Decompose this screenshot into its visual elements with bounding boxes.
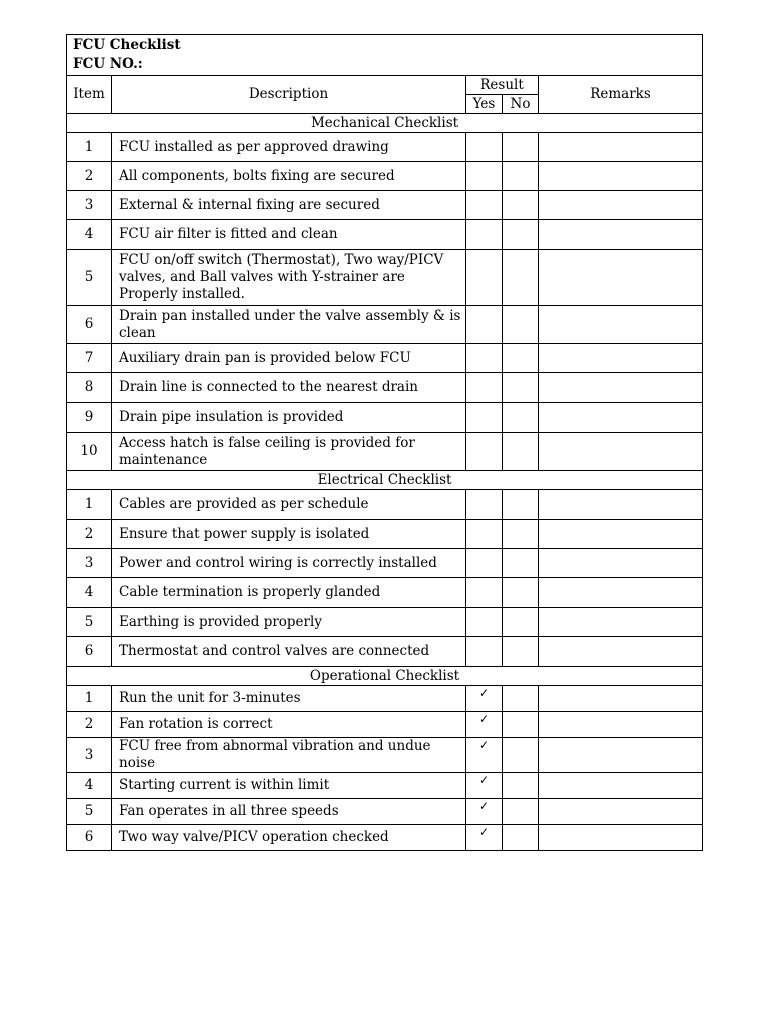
checkmark-icon: ✓ bbox=[478, 799, 490, 813]
result-yes-cell[interactable] bbox=[466, 686, 503, 712]
item-number: 4 bbox=[67, 578, 112, 608]
checklist-row bbox=[67, 373, 703, 403]
item-description: Auxiliary drain pan is provided below FCU bbox=[112, 344, 466, 373]
item-description: Fan rotation is correct bbox=[112, 712, 466, 738]
result-yes-cell[interactable] bbox=[466, 220, 503, 250]
remarks-cell[interactable] bbox=[539, 549, 703, 578]
item-number: 3 bbox=[67, 738, 112, 773]
document-title: FCU Checklist bbox=[73, 37, 181, 53]
section-header: Mechanical Checklist bbox=[67, 114, 703, 133]
result-yes-cell[interactable] bbox=[466, 306, 503, 344]
item-description: Drain pipe insulation is provided bbox=[112, 403, 466, 433]
remarks-cell[interactable] bbox=[539, 250, 703, 306]
result-no-cell[interactable] bbox=[503, 578, 539, 608]
remarks-cell[interactable] bbox=[539, 220, 703, 250]
remarks-cell[interactable] bbox=[539, 686, 703, 712]
remarks-cell[interactable] bbox=[539, 403, 703, 433]
result-yes-cell[interactable] bbox=[466, 490, 503, 520]
result-no-cell[interactable] bbox=[503, 250, 539, 306]
checklist-row bbox=[67, 825, 703, 851]
item-number: 5 bbox=[67, 799, 112, 825]
item-number: 10 bbox=[67, 433, 112, 471]
result-no-cell[interactable] bbox=[503, 306, 539, 344]
result-no-cell[interactable] bbox=[503, 373, 539, 403]
checklist-row bbox=[67, 637, 703, 667]
remarks-cell[interactable] bbox=[539, 773, 703, 799]
checkmark-icon: ✓ bbox=[478, 712, 490, 726]
item-description: All components, bolts fixing are secured bbox=[112, 162, 466, 191]
item-description: Cable termination is properly glanded bbox=[112, 578, 466, 608]
result-no-cell[interactable] bbox=[503, 738, 539, 773]
remarks-cell[interactable] bbox=[539, 637, 703, 667]
item-number: 5 bbox=[67, 608, 112, 637]
yes-column-header: Yes bbox=[466, 95, 503, 114]
checklist-row bbox=[67, 133, 703, 162]
checklist-row bbox=[67, 490, 703, 520]
item-number: 1 bbox=[67, 490, 112, 520]
item-number: 4 bbox=[67, 220, 112, 250]
item-description: Power and control wiring is correctly installed bbox=[112, 549, 466, 578]
fcu-number-label: FCU NO.: bbox=[73, 56, 143, 72]
checklist-row bbox=[67, 738, 703, 773]
result-no-cell[interactable] bbox=[503, 712, 539, 738]
item-number: 8 bbox=[67, 373, 112, 403]
result-yes-cell[interactable] bbox=[466, 825, 503, 851]
item-description: Fan operates in all three speeds bbox=[112, 799, 466, 825]
checklist-row bbox=[67, 162, 703, 191]
remarks-cell[interactable] bbox=[539, 490, 703, 520]
checklist-row bbox=[67, 608, 703, 637]
checklist-row bbox=[67, 191, 703, 220]
checklist-row bbox=[67, 344, 703, 373]
checkmark-icon: ✓ bbox=[478, 686, 490, 700]
result-column-header: Result bbox=[466, 76, 539, 95]
result-no-cell[interactable] bbox=[503, 825, 539, 851]
description-column-header: Description bbox=[112, 76, 466, 114]
result-yes-cell[interactable] bbox=[466, 133, 503, 162]
item-description: Access hatch is false ceiling is provided for maintenance bbox=[112, 433, 466, 471]
result-yes-cell[interactable] bbox=[466, 191, 503, 220]
title-block bbox=[67, 35, 703, 76]
remarks-cell[interactable] bbox=[539, 578, 703, 608]
item-description: FCU installed as per approved drawing bbox=[112, 133, 466, 162]
checklist-row bbox=[67, 549, 703, 578]
remarks-cell[interactable] bbox=[539, 433, 703, 471]
remarks-cell[interactable] bbox=[539, 608, 703, 637]
item-description: Run the unit for 3-minutes bbox=[112, 686, 466, 712]
item-number: 9 bbox=[67, 403, 112, 433]
item-description: Ensure that power supply is isolated bbox=[112, 520, 466, 549]
result-no-cell[interactable] bbox=[503, 133, 539, 162]
remarks-cell[interactable] bbox=[539, 162, 703, 191]
item-column-header: Item bbox=[67, 76, 112, 114]
result-no-cell[interactable] bbox=[503, 549, 539, 578]
remarks-cell[interactable] bbox=[539, 520, 703, 549]
result-yes-cell[interactable] bbox=[466, 549, 503, 578]
item-description: External & internal fixing are secured bbox=[112, 191, 466, 220]
section-header: Operational Checklist bbox=[67, 667, 703, 686]
checklist-row bbox=[67, 403, 703, 433]
item-number: 2 bbox=[67, 520, 112, 549]
result-yes-cell[interactable] bbox=[466, 520, 503, 549]
remarks-cell[interactable] bbox=[539, 825, 703, 851]
result-yes-cell[interactable] bbox=[466, 162, 503, 191]
result-no-cell[interactable] bbox=[503, 490, 539, 520]
result-no-cell[interactable] bbox=[503, 191, 539, 220]
checklist-row bbox=[67, 433, 703, 471]
checklist-row bbox=[67, 712, 703, 738]
result-yes-cell[interactable] bbox=[466, 403, 503, 433]
result-yes-cell[interactable] bbox=[466, 373, 503, 403]
result-no-cell[interactable] bbox=[503, 220, 539, 250]
item-description: Drain pan installed under the valve assembly & is clean bbox=[112, 306, 466, 344]
checklist-body bbox=[67, 114, 703, 851]
result-yes-cell[interactable] bbox=[466, 608, 503, 637]
remarks-cell[interactable] bbox=[539, 738, 703, 773]
item-number: 2 bbox=[67, 712, 112, 738]
checklist-row bbox=[67, 686, 703, 712]
item-description: Two way valve/PICV operation checked bbox=[112, 825, 466, 851]
result-no-cell[interactable] bbox=[503, 608, 539, 637]
remarks-column-header: Remarks bbox=[539, 76, 703, 114]
fcu-checklist-table bbox=[66, 34, 703, 851]
item-number: 3 bbox=[67, 549, 112, 578]
item-number: 4 bbox=[67, 773, 112, 799]
checklist-row bbox=[67, 220, 703, 250]
item-description: Cables are provided as per schedule bbox=[112, 490, 466, 520]
checklist-row bbox=[67, 306, 703, 344]
item-number: 5 bbox=[67, 250, 112, 306]
result-yes-cell[interactable] bbox=[466, 578, 503, 608]
item-number: 1 bbox=[67, 133, 112, 162]
result-yes-cell[interactable] bbox=[466, 738, 503, 773]
item-description: FCU on/off switch (Thermostat), Two way/PICV valves, and Ball valves with Y-strainer are Properly installed. bbox=[112, 250, 466, 306]
checklist-sheet bbox=[66, 34, 702, 851]
remarks-cell[interactable] bbox=[539, 191, 703, 220]
remarks-cell[interactable] bbox=[539, 344, 703, 373]
result-no-cell[interactable] bbox=[503, 403, 539, 433]
remarks-cell[interactable] bbox=[539, 373, 703, 403]
section-header: Electrical Checklist bbox=[67, 471, 703, 490]
item-number: 1 bbox=[67, 686, 112, 712]
result-no-cell[interactable] bbox=[503, 799, 539, 825]
item-description: FCU free from abnormal vibration and undue noise bbox=[112, 738, 466, 773]
item-number: 6 bbox=[67, 306, 112, 344]
remarks-cell[interactable] bbox=[539, 799, 703, 825]
checklist-row bbox=[67, 773, 703, 799]
result-yes-cell[interactable] bbox=[466, 773, 503, 799]
item-description: Thermostat and control valves are connected bbox=[112, 637, 466, 667]
checklist-row bbox=[67, 799, 703, 825]
result-no-cell[interactable] bbox=[503, 433, 539, 471]
no-column-header: No bbox=[503, 95, 539, 114]
result-no-cell[interactable] bbox=[503, 344, 539, 373]
checkmark-icon: ✓ bbox=[478, 738, 490, 752]
result-yes-cell[interactable] bbox=[466, 637, 503, 667]
remarks-cell[interactable] bbox=[539, 306, 703, 344]
result-yes-cell[interactable] bbox=[466, 799, 503, 825]
remarks-cell[interactable] bbox=[539, 133, 703, 162]
result-no-cell[interactable] bbox=[503, 520, 539, 549]
item-description: Earthing is provided properly bbox=[112, 608, 466, 637]
checklist-row bbox=[67, 520, 703, 549]
item-description: Drain line is connected to the nearest drain bbox=[112, 373, 466, 403]
checkmark-icon: ✓ bbox=[478, 825, 490, 839]
checkmark-icon: ✓ bbox=[478, 773, 490, 787]
result-no-cell[interactable] bbox=[503, 162, 539, 191]
result-yes-cell[interactable] bbox=[466, 433, 503, 471]
result-no-cell[interactable] bbox=[503, 773, 539, 799]
item-number: 2 bbox=[67, 162, 112, 191]
checklist-row bbox=[67, 578, 703, 608]
item-description: FCU air filter is fitted and clean bbox=[112, 220, 466, 250]
item-number: 6 bbox=[67, 637, 112, 667]
item-description: Starting current is within limit bbox=[112, 773, 466, 799]
item-number: 7 bbox=[67, 344, 112, 373]
item-number: 3 bbox=[67, 191, 112, 220]
result-yes-cell[interactable] bbox=[466, 344, 503, 373]
result-no-cell[interactable] bbox=[503, 637, 539, 667]
item-number: 6 bbox=[67, 825, 112, 851]
remarks-cell[interactable] bbox=[539, 712, 703, 738]
result-no-cell[interactable] bbox=[503, 686, 539, 712]
result-yes-cell[interactable] bbox=[466, 712, 503, 738]
result-yes-cell[interactable] bbox=[466, 250, 503, 306]
checklist-row bbox=[67, 250, 703, 306]
